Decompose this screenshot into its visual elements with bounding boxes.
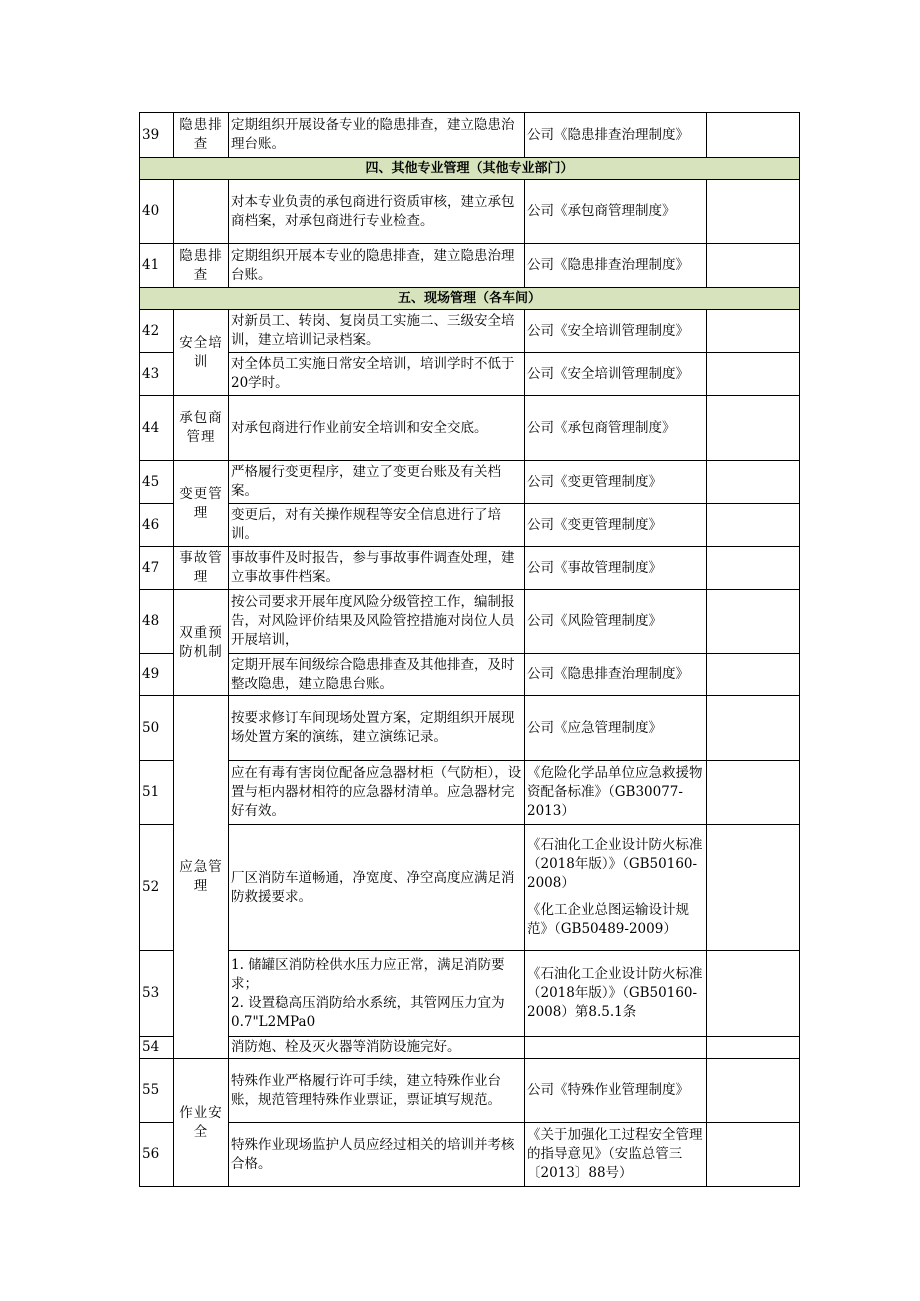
category-cell: 应急管理 [174, 696, 229, 1059]
checklist-table [139, 112, 800, 1187]
content-cell: 特殊作业严格履行许可手续，建立特殊作业台账，规范管理特殊作业票证，票证填写规范。 [229, 1059, 525, 1123]
blank-cell [707, 244, 800, 288]
blank-cell [707, 1123, 800, 1187]
basis-cell: 公司《事故管理制度》 [525, 547, 707, 590]
blank-cell [707, 504, 800, 547]
content-line: 2. 设置稳高压消防给水系统，其管网压力宜为0.7"L2MPa0 [231, 994, 505, 1030]
blank-cell [707, 547, 800, 590]
content-cell: 定期组织开展本专业的隐患排查，建立隐患治理台账。 [229, 244, 525, 288]
content-cell: 应在有毒有害岗位配备应急器材柜（气防柜），设置与柜内器材相符的应急器材清单。应急器材完好有效。 [229, 761, 525, 825]
basis-cell: 《危险化学品单位应急救援物资配备标准》（GB30077-2013） [525, 761, 707, 825]
row-number: 52 [140, 825, 174, 951]
row-number: 53 [140, 951, 174, 1037]
row-number: 51 [140, 761, 174, 825]
section-header-row [140, 288, 800, 310]
basis-cell: 公司《承包商管理制度》 [525, 180, 707, 244]
row-number: 44 [140, 396, 174, 461]
content-cell: 严格履行变更程序，建立了变更台账及有关档案。 [229, 461, 525, 504]
section-title: 四、其他专业管理（其他专业部门） [140, 158, 800, 180]
table-row [140, 696, 800, 761]
content-cell: 变更后，对有关操作规程等安全信息进行了培训。 [229, 504, 525, 547]
basis-cell [525, 825, 707, 951]
basis-cell: 公司《安全培训管理制度》 [525, 310, 707, 353]
content-cell: 厂区消防车道畅通，净宽度、净空高度应满足消防救援要求。 [229, 825, 525, 951]
basis-cell: 《关于加强化工过程安全管理的指导意见》（安监总管三〔2013〕88号） [525, 1123, 707, 1187]
basis-cell: 公司《变更管理制度》 [525, 461, 707, 504]
blank-cell [707, 761, 800, 825]
row-number: 46 [140, 504, 174, 547]
basis-reference: 《石油化工企业设计防火标准（2018年版）》（GB50160-2008） [527, 837, 703, 891]
table-row [140, 310, 800, 353]
content-cell: 按要求修订车间现场处置方案，定期组织开展现场处置方案的演练，建立演练记录。 [229, 696, 525, 761]
table-row [140, 396, 800, 461]
basis-cell: 公司《变更管理制度》 [525, 504, 707, 547]
content-line: 1. 储罐区消防栓供水压力应正常，满足消防要求； [231, 956, 505, 992]
row-number: 47 [140, 547, 174, 590]
basis-reference: 《化工企业总图运输设计规范》（GB50489-2009） [527, 902, 689, 937]
content-cell [229, 951, 525, 1037]
category-cell: 双重预防机制 [174, 590, 229, 696]
category-cell: 隐患排查 [174, 244, 229, 288]
blank-cell [707, 180, 800, 244]
row-number: 42 [140, 310, 174, 353]
table-row [140, 654, 800, 696]
table-row [140, 547, 800, 590]
category-cell: 作业安全 [174, 1059, 229, 1187]
content-cell: 对全体员工实施日常安全培训，培训学时不低于20学时。 [229, 353, 525, 396]
blank-cell [707, 654, 800, 696]
category-cell: 变更管理 [174, 461, 229, 547]
row-number: 49 [140, 654, 174, 696]
basis-cell: 公司《隐患排查治理制度》 [525, 244, 707, 288]
table-row [140, 180, 800, 244]
basis-cell: 公司《风险管理制度》 [525, 590, 707, 654]
blank-cell [707, 1037, 800, 1059]
basis-cell: 公司《隐患排查治理制度》 [525, 654, 707, 696]
blank-cell [707, 461, 800, 504]
table-row [140, 1037, 800, 1059]
row-number: 40 [140, 180, 174, 244]
basis-cell: 公司《特殊作业管理制度》 [525, 1059, 707, 1123]
table-row [140, 825, 800, 951]
blank-cell [707, 1059, 800, 1123]
blank-cell [707, 696, 800, 761]
row-number: 50 [140, 696, 174, 761]
content-cell: 对本专业负责的承包商进行资质审核，建立承包商档案，对承包商进行专业检查。 [229, 180, 525, 244]
table-row [140, 1123, 800, 1187]
content-cell: 特殊作业现场监护人员应经过相关的培训并考核合格。 [229, 1123, 525, 1187]
row-number: 55 [140, 1059, 174, 1123]
section-header-row [140, 158, 800, 180]
blank-cell [707, 951, 800, 1037]
content-cell: 对承包商进行作业前安全培训和安全交底。 [229, 396, 525, 461]
basis-cell: 公司《承包商管理制度》 [525, 396, 707, 461]
content-cell: 事故事件及时报告，参与事故事件调查处理，建立事故事件档案。 [229, 547, 525, 590]
blank-cell [707, 590, 800, 654]
table-row [140, 504, 800, 547]
content-cell: 定期开展车间级综合隐患排查及其他排查，及时整改隐患，建立隐患台账。 [229, 654, 525, 696]
blank-cell [707, 310, 800, 353]
row-number: 56 [140, 1123, 174, 1187]
section-title: 五、现场管理（各车间） [140, 288, 800, 310]
blank-cell [707, 396, 800, 461]
category-cell: 事故管理 [174, 547, 229, 590]
content-cell: 对新员工、转岗、复岗员工实施二、三级安全培训，建立培训记录档案。 [229, 310, 525, 353]
table-row [140, 244, 800, 288]
basis-cell: 《石油化工企业设计防火标准（2018年版）》（GB50160-2008）第8.5.1条 [525, 951, 707, 1037]
content-cell: 按公司要求开展年度风险分级管控工作，编制报告，对风险评价结果及风险管控措施对岗位人员开展培训， [229, 590, 525, 654]
basis-cell: 公司《隐患排查治理制度》 [525, 113, 707, 158]
table-row [140, 590, 800, 654]
row-number: 41 [140, 244, 174, 288]
content-cell: 消防炮、栓及灭火器等消防设施完好。 [229, 1037, 525, 1059]
table-row [140, 461, 800, 504]
row-number: 48 [140, 590, 174, 654]
table-row [140, 951, 800, 1037]
category-cell: 隐患排查 [174, 113, 229, 158]
category-cell: 安全培训 [174, 310, 229, 396]
table-row [140, 1059, 800, 1123]
table-row [140, 113, 800, 158]
row-number: 39 [140, 113, 174, 158]
basis-cell: 公司《安全培训管理制度》 [525, 353, 707, 396]
basis-cell [525, 1037, 707, 1059]
category-cell: 承包商管理 [174, 396, 229, 461]
blank-cell [707, 113, 800, 158]
blank-cell [707, 353, 800, 396]
category-cell [174, 180, 229, 244]
basis-cell: 公司《应急管理制度》 [525, 696, 707, 761]
row-number: 54 [140, 1037, 174, 1059]
table-row [140, 353, 800, 396]
content-cell: 定期组织开展设备专业的隐患排查，建立隐患治理台账。 [229, 113, 525, 158]
blank-cell [707, 825, 800, 951]
table-row [140, 761, 800, 825]
row-number: 45 [140, 461, 174, 504]
row-number: 43 [140, 353, 174, 396]
